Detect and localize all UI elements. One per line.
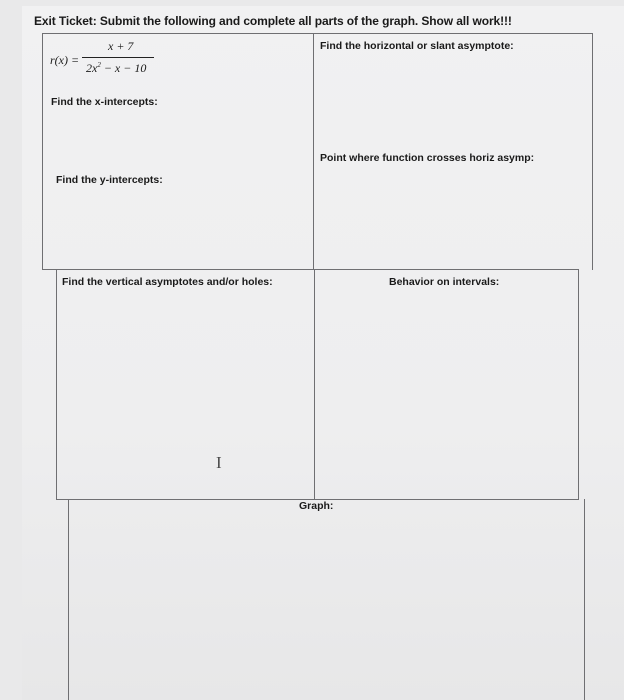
behavior-intervals-label: Behavior on intervals: <box>389 276 500 288</box>
graph-left-border <box>68 499 69 700</box>
horizontal-asymptote-label: Find the horizontal or slant asymptote: <box>320 40 514 52</box>
box-right-border <box>592 33 593 270</box>
fraction-bar <box>82 57 154 58</box>
box-left-border-upper <box>42 33 43 269</box>
crosses-asymptote-label: Point where function crosses horiz asymp: <box>320 152 535 164</box>
middle-divider-lower <box>314 269 315 500</box>
row-divider <box>42 269 579 270</box>
x-intercepts-label: Find the x-intercepts: <box>51 96 158 108</box>
formula-denominator <box>86 61 146 76</box>
formula-lhs: r(x) = <box>50 53 80 67</box>
graph-label: Graph: <box>299 500 334 512</box>
box-top-border <box>42 33 592 34</box>
worksheet-page <box>22 6 624 700</box>
formula-numerator: x + 7 <box>108 39 134 53</box>
graph-right-border <box>584 499 585 700</box>
box-left-border-middle <box>56 269 57 499</box>
text-cursor-icon: I <box>216 453 222 472</box>
denominator-lead: 2x <box>86 61 98 75</box>
box-right-border-middle <box>578 269 579 500</box>
worksheet-title: Exit Ticket: Submit the following and complete all parts of the graph. Show all work!!! <box>34 14 512 28</box>
denominator-exponent: 2 <box>97 61 101 69</box>
middle-divider-upper <box>313 33 314 270</box>
y-intercepts-label: Find the y-intercepts: <box>56 174 163 186</box>
vertical-asymptotes-label: Find the vertical asymptotes and/or holes: <box>62 276 273 288</box>
denominator-tail: − x − 10 <box>100 61 147 75</box>
